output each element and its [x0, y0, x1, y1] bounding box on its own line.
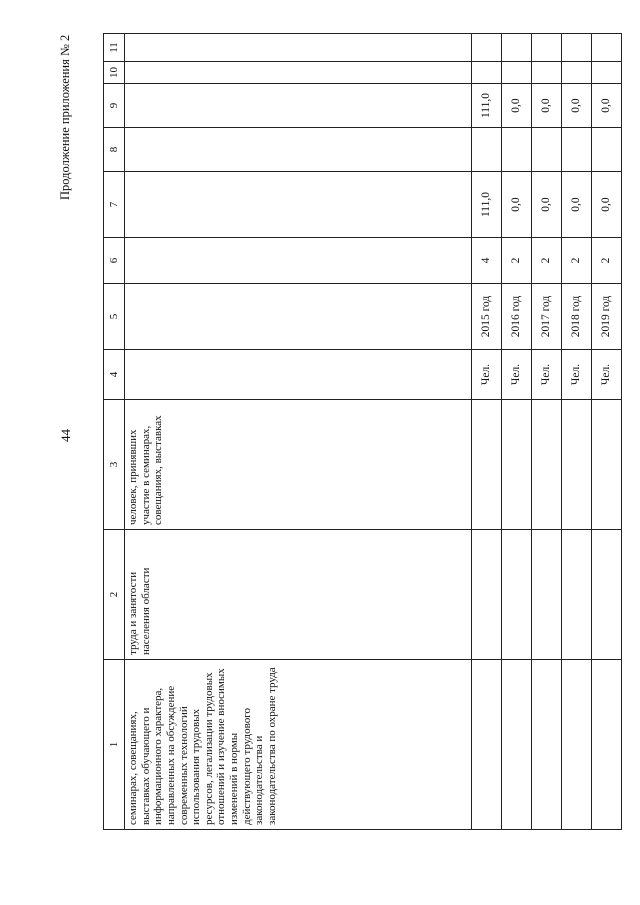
value-cell: 0,0	[532, 172, 562, 238]
unit-cell: Чел.	[472, 350, 502, 400]
value-cell: 111,0	[472, 84, 502, 128]
unit-cell: Чел.	[562, 350, 592, 400]
col-header: 1	[104, 660, 125, 830]
unit-cell: Чел.	[532, 350, 562, 400]
unit-cell: Чел.	[592, 350, 622, 400]
table-row	[125, 34, 472, 830]
activity-description: семинарах, совещаниях, выставках обучающего и информационного характера, направленных на обсуждение современных технологий использования трудовых ресурсов, легализации трудовых отношений и изучение вносимых изменений в нормы действующего трудового законодательства и законодательства по охране труда	[125, 660, 472, 830]
year-cell: 2015 год	[472, 284, 502, 350]
indicator-name: человек, принявших участие в семинарах, совещаниях, выставках	[125, 400, 472, 530]
value-cell: 0,0	[592, 84, 622, 128]
table-row	[472, 34, 502, 830]
appendix-table	[103, 33, 622, 830]
value-cell: 111,0	[472, 172, 502, 238]
col-header: 10	[104, 62, 125, 84]
year-cell: 2017 год	[532, 284, 562, 350]
table-row	[562, 34, 592, 830]
continuation-title: Продолжение приложения № 2	[58, 34, 72, 200]
responsible-executor: труда и занятости населения области	[125, 530, 472, 660]
value-cell: 0,0	[502, 84, 532, 128]
page-number: 44	[58, 429, 73, 442]
value-cell: 0,0	[562, 172, 592, 238]
table-row	[502, 34, 532, 830]
col-header: 5	[104, 284, 125, 350]
col-header: 3	[104, 400, 125, 530]
col-header: 6	[104, 238, 125, 284]
year-cell: 2019 год	[592, 284, 622, 350]
col-header: 9	[104, 84, 125, 128]
year-cell: 2016 год	[502, 284, 532, 350]
value-cell: 0,0	[562, 84, 592, 128]
col-header: 4	[104, 350, 125, 400]
table-row	[592, 34, 622, 830]
value-cell: 2	[532, 238, 562, 284]
value-cell: 0,0	[532, 84, 562, 128]
value-cell: 0,0	[502, 172, 532, 238]
col-header: 7	[104, 172, 125, 238]
value-cell: 4	[472, 238, 502, 284]
value-cell: 2	[502, 238, 532, 284]
rotated-table-wrapper	[103, 34, 612, 830]
col-header: 8	[104, 128, 125, 172]
value-cell: 0,0	[592, 172, 622, 238]
value-cell: 2	[592, 238, 622, 284]
year-cell: 2018 год	[562, 284, 592, 350]
value-cell: 2	[562, 238, 592, 284]
col-header: 11	[104, 34, 125, 62]
col-header: 2	[104, 530, 125, 660]
table-row	[532, 34, 562, 830]
unit-cell: Чел.	[502, 350, 532, 400]
column-number-row	[104, 34, 125, 830]
